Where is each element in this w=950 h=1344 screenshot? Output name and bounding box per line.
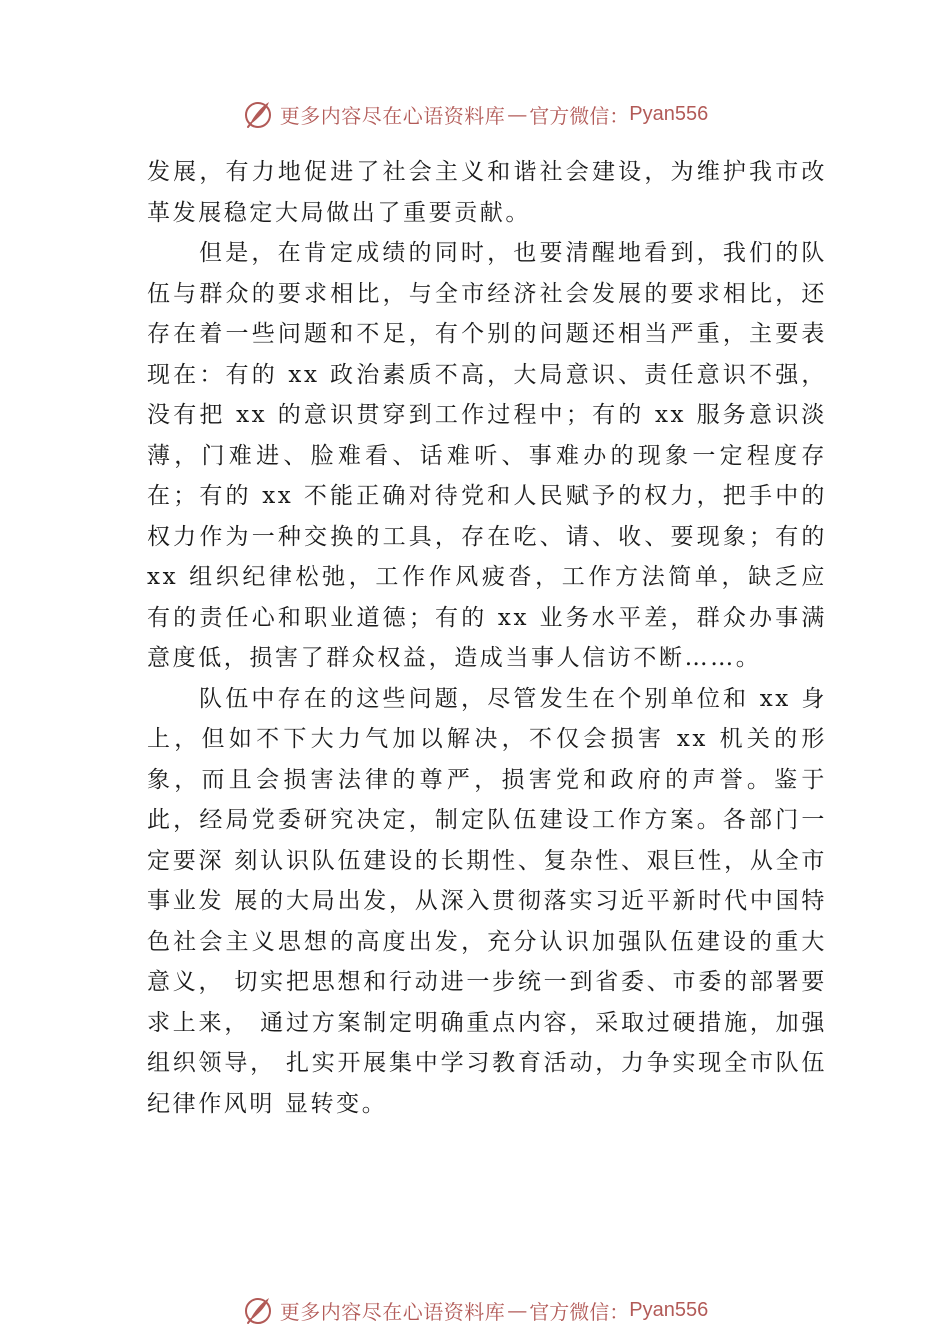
watermark-wechat-label: 官方微信： [529,103,630,128]
header-watermark [0,94,950,134]
watermark-wechat-id: Pyan556 [629,1298,709,1321]
paragraph-2: 但是，在肯定成绩的同时，也要清醒地看到，我们的队伍与群众的要求相比，与全市经济社会发展的要求相比，还存在着一些问题和不足，有个别的问题还相当严重，主要表现在：有的 xx 政治素质不高，大局意识、责任意识不强，没有把 xx 的意识贯穿到工作过程中；有的 xx 服务意识淡薄，门难进、脸难看、话难听、事难办的现象一定程度存在；有的 xx 不能正确对待党和人民赋予的权力，把手中的权力作为一种交换的工具，存在吃、请、收、要现象；有的 xx 组织纪律松弛，工作作风疲沓，工作方法简单，缺乏应有的责任心和职业道德；有的 xx 业务水平差，群众办事满意度低，损害了群众权益，造成当事人信访不断……。 [147,240,827,671]
footer-watermark [0,1290,950,1330]
watermark-site-text: 更多内容尽在心语资料库 [279,103,506,128]
paragraph-3: 队伍中存在的这些问题，尽管发生在个别单位和 xx 身上，但如不下大力气加以解决，不仅会损害 xx 机关的形象，而且会损害法律的尊严，损害党和政府的声誉。鉴于此，经局党委研究决定，制定队伍建设工作方案。各部门一定要深 刻认识队伍建设的长期性、复杂性、艰巨性，从全市事业发 展的大局出发，从深入贯彻落实习近平新时代中国特色社会主义思想的高度出发，充分认识加强队伍建设的重大意义， 切实把思想和行动进一步统一到省委、市委的部署要求上来， 通过方案制定明确重点内容，采取过硬措施，加强组织领导， 扎实开展集中学习教育活动，力争实现全市队伍纪律作风明 显转变。 [147,685,827,1117]
paragraph-1: 发展，有力地促进了社会主义和谐社会建设，为维护我市改革发展稳定大局做出了重要贡献。 [147,159,827,226]
watermark-separator: — [507,102,528,126]
watermark-separator: — [507,1298,528,1322]
quill-pen-logo-icon [242,1294,274,1326]
watermark-wechat-id: Pyan556 [629,102,709,125]
watermark-wechat-label: 官方微信： [529,1299,630,1324]
document-body [147,152,827,1124]
quill-pen-logo-icon [242,98,274,130]
watermark-site-text: 更多内容尽在心语资料库 [279,1299,506,1324]
